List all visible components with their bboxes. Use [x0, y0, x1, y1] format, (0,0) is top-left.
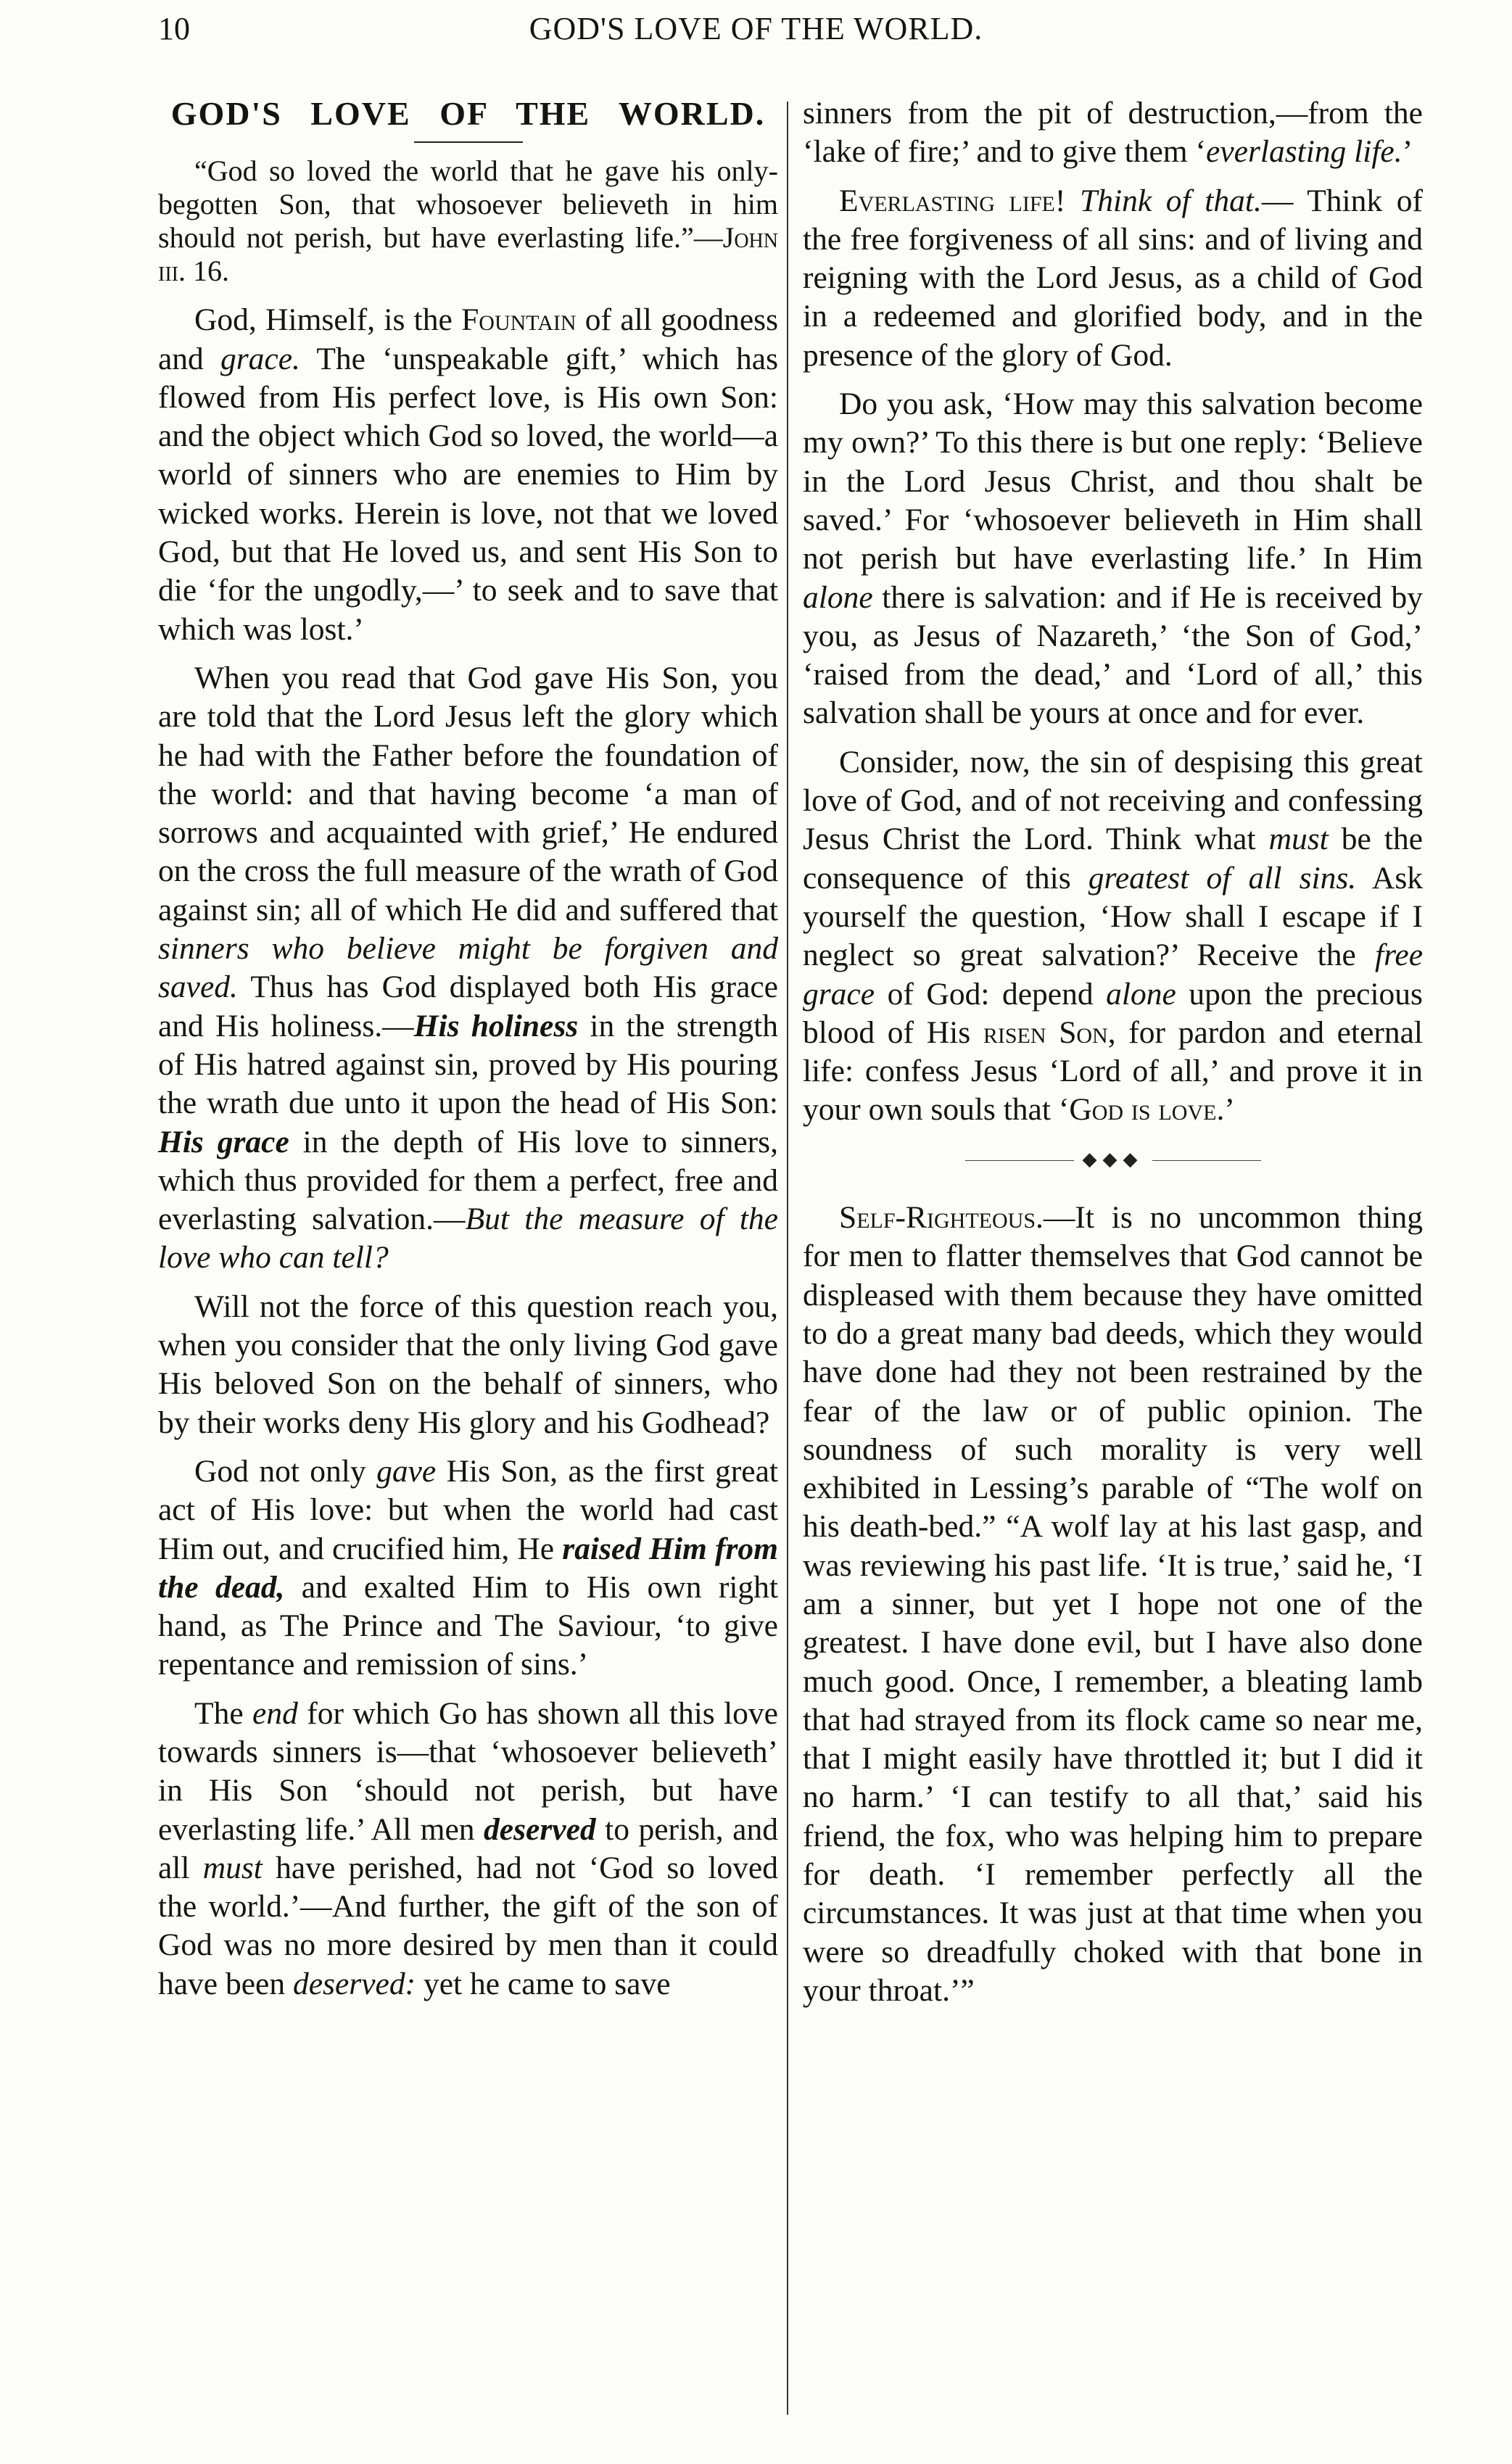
right-paragraph-2: Everlasting life! Think of that.— Think of the free forgiveness of all sins: and of living and reigning with the Lord Jesus, as a child of God in a redeemed and glorified body, and in the presence of the glory of God.	[803, 183, 1424, 373]
paragraph-4: God not only gave His Son, as the first great act of His love: but when the world had cast Him out, and crucified him, He raised Him from the dead, and exalted Him to His own right hand, as The Prince and The Saviour, ‘to give repentance and remission of sins.’	[158, 1453, 779, 1682]
epigraph-text: “God so loved the world that he gave his only-begotten Son, that whosoever believeth in him should not perish, but have everlasting life.”—	[158, 154, 778, 255]
paragraph-5: The end for which Go has shown all this love towards sinners is—that ‘whosoever believeth’ in His Son ‘should not perish, but have everlasting life.’ All men deserved to perish, and all must have perished, had not ‘God so loved the world.’—And further, the gift of the son of God was no more desired by men than it could have been deserved: yet he came to save	[158, 1695, 778, 2001]
fountain-smallcaps: Fountain	[461, 302, 577, 338]
paragraph-2: When you read that God gave His Son, you are told that the Lord Jesus left the glory which he had with the Father before the foundation of the world: and that having become ‘a man of sorrows and acquainted with grief,’ He endured on the cross the full measure of the wrath of God against sin; all of which He did and suffered that sinners who believe might be forgiven and saved. Thus has God displayed both His grace and His holiness.—His holiness in the strength of His hatred against sin, proved by His pouring the wrath due unto it upon the head of His Son: His grace in the depth of His love to sinners, which thus provided for them a perfect, free and everlasting salvation.—But the measure of the love who can tell?	[158, 660, 778, 1276]
title-rule	[414, 141, 523, 143]
page-number: 10	[158, 11, 190, 46]
left-column	[158, 94, 778, 2004]
paragraph-3: Will not the force of this question reach you, when you consider that the only living God gave His beloved Son on the behalf of sinners, who by their works deny His glory and his Godhead?	[158, 1289, 778, 1440]
paragraph-1: God, Himself, is the Fountain of all goodness and grace. The ‘unspeakable gift,’ which has flowed from His perfect love, is His own Son: and the object which God so loved, the world—a world of sinners who are enemies to Him by wicked works. Herein is love, not that we loved God, but that He loved us, and sent His Son to die ‘for the ungodly,—’ to seek and to save that which was lost.’	[158, 302, 779, 647]
right-paragraph-1: sinners from the pit of destruction,—from the ‘lake of fire;’ and to give them ‘everlasting life.’	[803, 96, 1423, 170]
right-paragraph-4: Consider, now, the sin of despising this great love of God, and of not receiving and confessing Jesus Christ the Lord. Think what must be the consequence of this greatest of all sins. Ask yourself the question, ‘How shall I escape if I neglect so great salvation?’ Receive the free grace of God: depend alone upon the precious blood of His risen Son, for pardon and eternal life: confess Jesus ‘Lord of all,’ and prove it in your own souls that ‘God is love.’	[803, 744, 1424, 1128]
article-title: GOD'S LOVE OF THE WORLD.	[170, 95, 766, 132]
right-column	[803, 94, 1423, 2010]
epigraph-reference: John iii. 16.	[158, 221, 778, 288]
self-righteous-paragraph: Self-Righteous.—It is no uncommon thing for men to flatter themselves that God cannot be displeased with them because they have omitted to do a great many bad deeds, which they would have done had they not been restrained by the fear of the law or of public opinion. The soundness of such morality is very well exhibited in Lessing’s parable of “The wolf on his death-bed.” “A wolf lay at his last gasp, and was reviewing his past life. ‘It is true,’ said he, ‘I am a sinner, but yet I hope not one of the greatest. I have done evil, but I have also done much good. Once, I remember, a bleating lamb that had strayed from its flock came so near me, that I might easily have throttled it; but I did it no harm.’ ‘I can testify to all that,’ said his friend, the fox, who was helping him to prepare for death. ‘I remember perfectly all the circumstances. It was just at that time when you were so dreadfully choked with that bone in your throat.’”	[803, 1200, 1423, 2008]
column-divider	[787, 102, 788, 2415]
running-title: GOD'S LOVE OF THE WORLD.	[529, 11, 983, 46]
section-ornament: ◆◆◆	[803, 1140, 1423, 1178]
right-paragraph-3: Do you ask, ‘How may this salvation become my own?’ To this there is but one reply: ‘Believe in the Lord Jesus Christ, and thou shalt be saved.’ For ‘whosoever believeth in Him shall not perish but have everlasting life.’ In Him alone there is salvation: and if He is received by you, as Jesus of Nazareth,’ ‘the Son of God,’ ‘raised from the dead,’ and ‘Lord of all,’ this salvation shall be yours at once and for ever.	[803, 386, 1423, 731]
page-header	[0, 0, 1512, 65]
epigraph	[158, 154, 778, 288]
